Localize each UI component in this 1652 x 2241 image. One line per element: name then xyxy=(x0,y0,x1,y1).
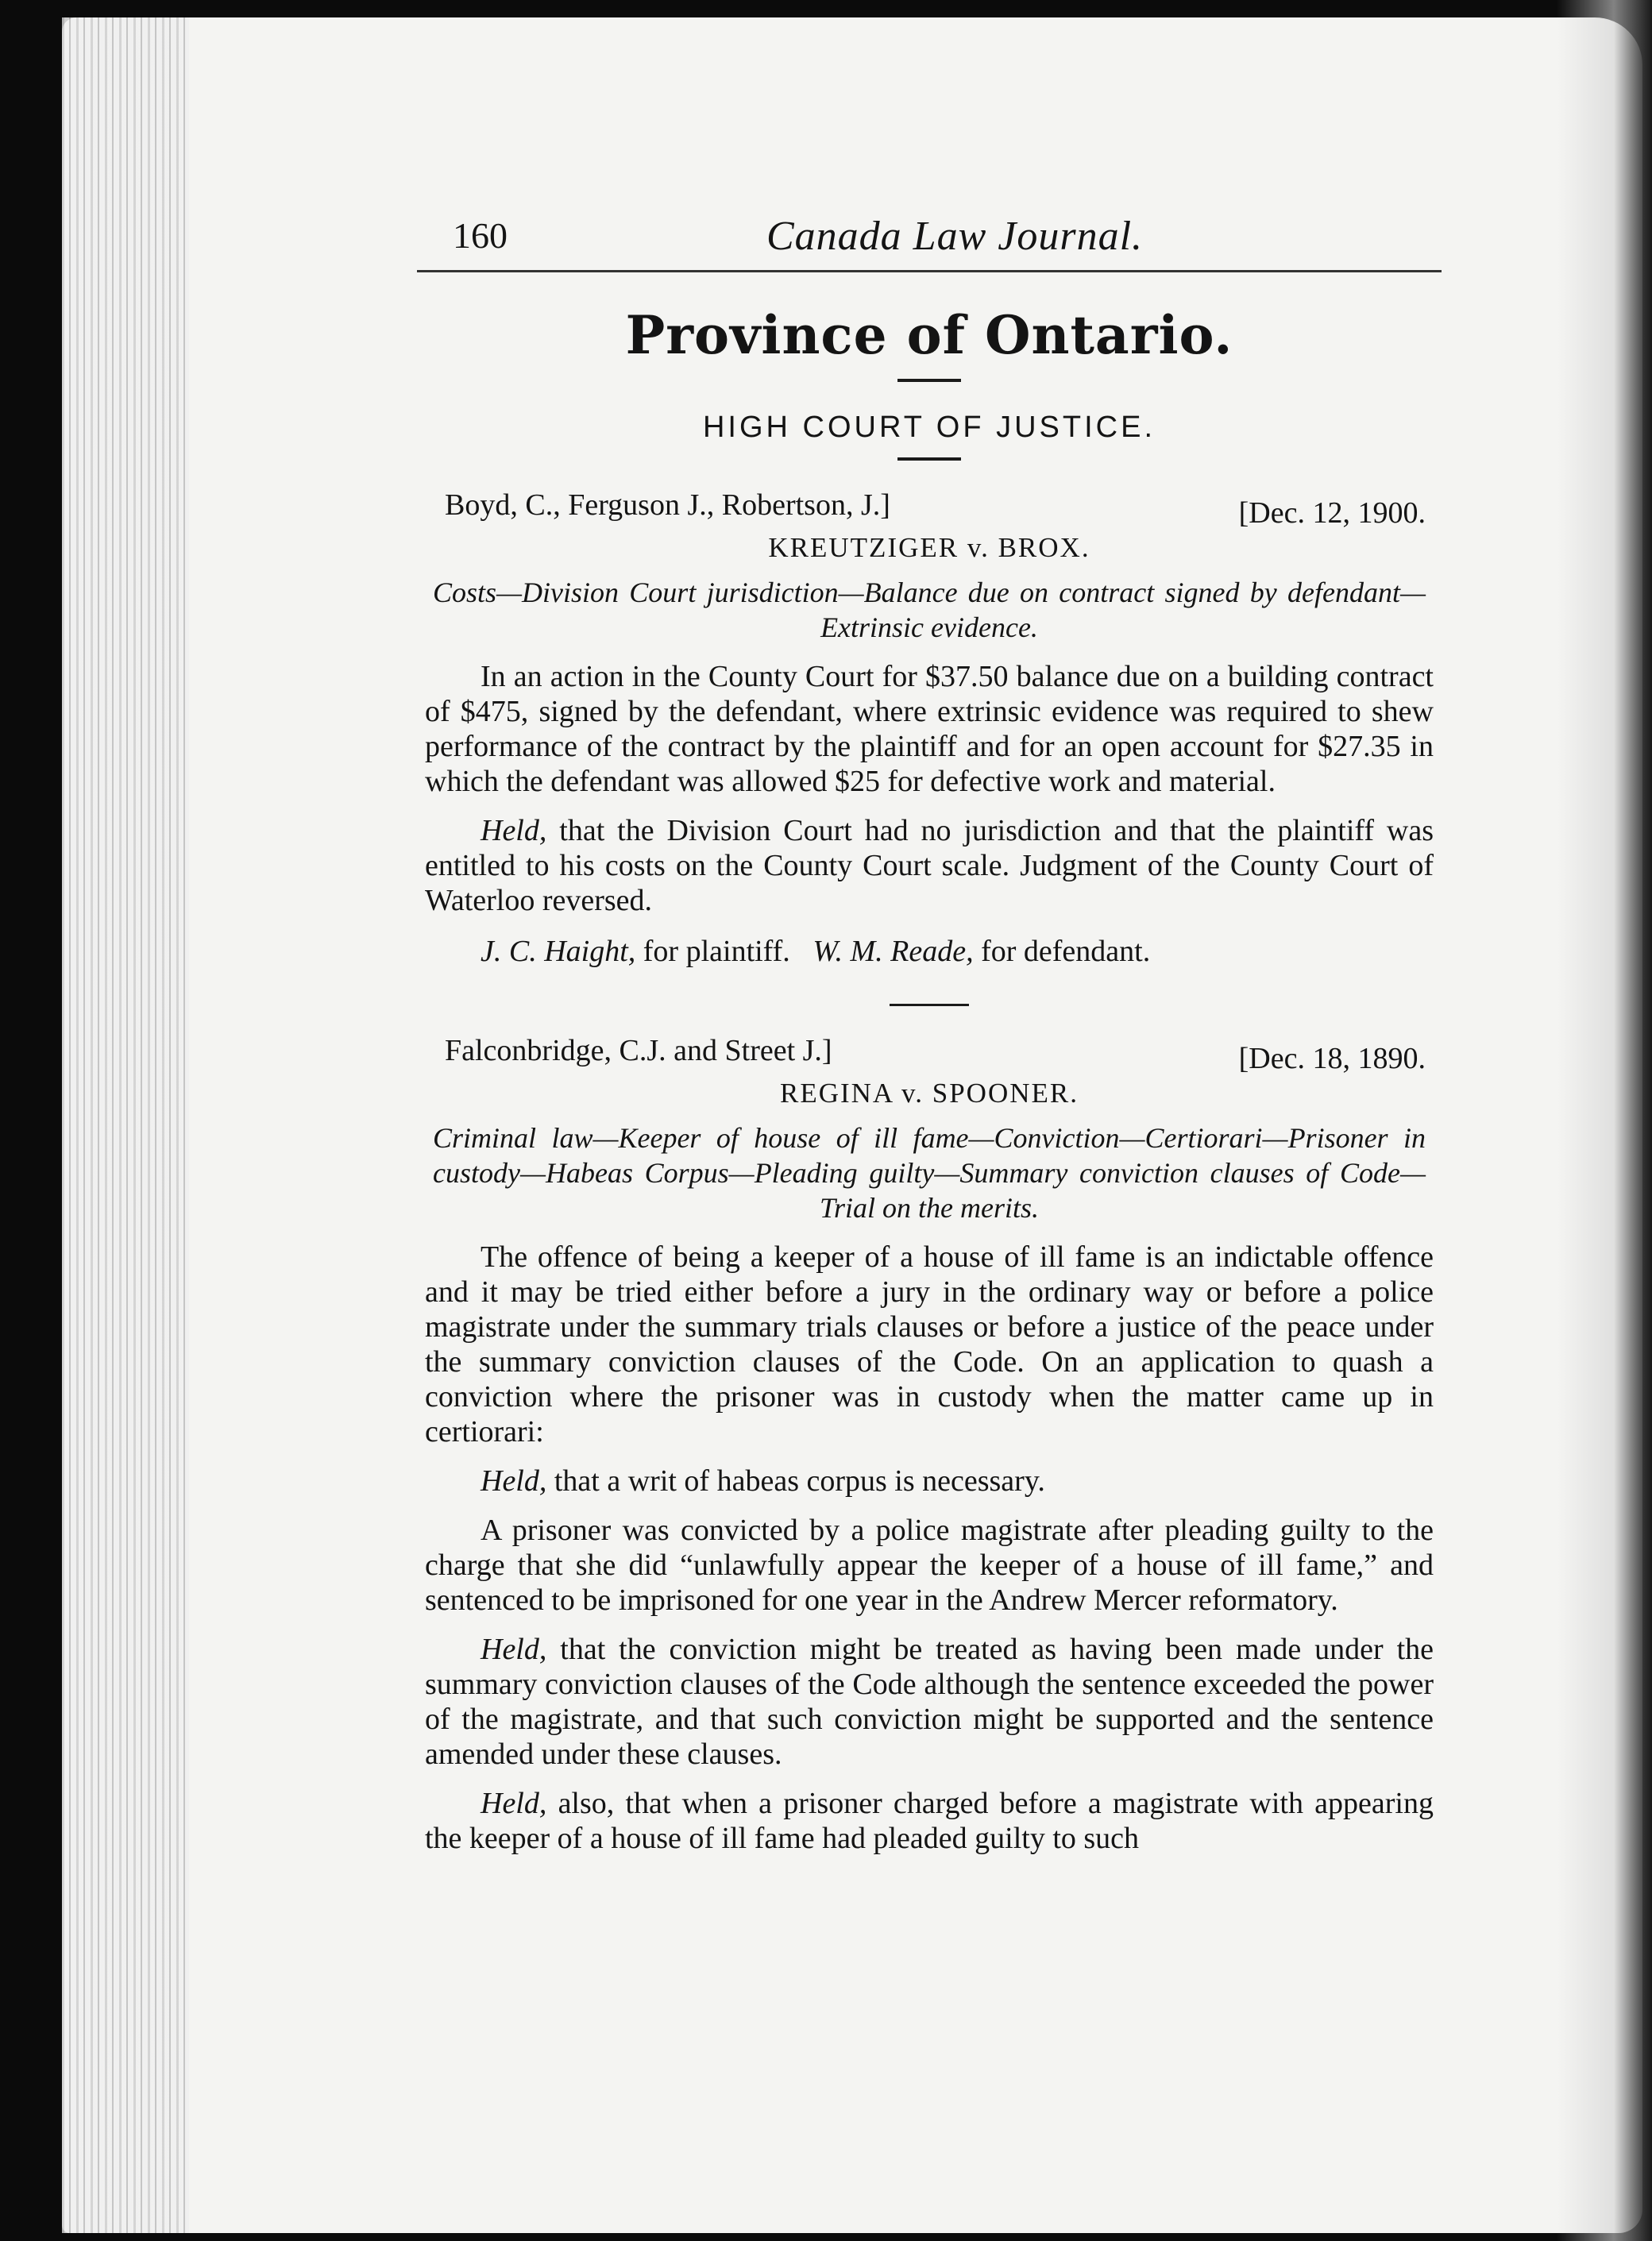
paragraph-text: that the Division Court had no jurisdiction and that the plaintiff was entitled to his costs on the County Court scale. Judgment of the County Court of Waterloo reversed. xyxy=(425,814,1434,917)
held-label: Held, xyxy=(481,1633,547,1666)
plaintiff-role: for plaintiff. xyxy=(635,935,790,968)
page-content xyxy=(417,199,1442,1856)
held-label: Held, xyxy=(481,1464,547,1498)
case-paragraph xyxy=(425,1786,1434,1856)
case-counsel xyxy=(481,934,1442,969)
case-spooner xyxy=(417,1033,1442,1856)
case-judges-row xyxy=(417,488,1442,530)
paragraph-text: that the conviction might be treated as having been made under the summary conviction clauses of the Code although the sentence exceeded the power of the magistrate, and that such conviction might be supported and the sentence amended under these clauses. xyxy=(425,1633,1434,1771)
page-gutter xyxy=(62,17,189,2233)
court-title: HIGH COURT OF JUSTICE. xyxy=(702,411,1156,444)
section-title: Province of Ontario. xyxy=(625,304,1233,366)
case-paragraph xyxy=(425,1513,1434,1618)
case-divider xyxy=(890,1004,969,1006)
plaintiff-counsel: J. C. Haight, xyxy=(481,935,636,968)
held-label: Held, xyxy=(481,814,547,847)
section-divider xyxy=(897,379,961,382)
case-judges: Falconbridge, C.J. and Street J.] xyxy=(445,1034,832,1067)
page-number: 160 xyxy=(453,215,508,256)
case-name: REGINA v. SPOONER. xyxy=(780,1078,1079,1109)
paragraph-text: In an action in the County Court for $37.50 balance due on a building contract of $475, signed by the defendant, where extrinsic evidence was required to shew performance of the contract by the plaintiff and for an open account for $27.35 in which the defendant was allowed $25 for defective work and material. xyxy=(425,660,1434,798)
page-edge-shadow xyxy=(1557,0,1652,2241)
running-head xyxy=(417,199,1442,272)
case-paragraph xyxy=(425,813,1434,918)
case-name: KREUTZIGER v. BROX. xyxy=(768,532,1090,563)
journal-title: Canada Law Journal. xyxy=(766,214,1144,259)
case-paragraph xyxy=(425,1464,1434,1498)
case-paragraph xyxy=(425,659,1434,799)
held-label: Held, xyxy=(481,1787,547,1820)
case-paragraph xyxy=(425,1632,1434,1772)
paragraph-text: that a writ of habeas corpus is necessary. xyxy=(546,1464,1045,1498)
court-divider xyxy=(897,457,961,461)
case-paragraph xyxy=(425,1240,1434,1449)
case-date: [Dec. 12, 1900. xyxy=(1238,496,1426,530)
defendant-counsel: W. M. Reade, xyxy=(812,935,974,968)
defendant-role: for defendant. xyxy=(973,935,1151,968)
case-kreutziger xyxy=(417,488,1442,969)
case-judges-row xyxy=(417,1033,1442,1073)
case-judges: Boyd, C., Ferguson J., Robertson, J.] xyxy=(445,488,890,522)
case-headnote: Costs—Division Court jurisdiction—Balance due on contract signed by defendant—Extrinsic evidence. xyxy=(433,577,1426,643)
paragraph-text: also, that when a prisoner charged before a magistrate with appearing the keeper of a house of ill fame had pleaded guilty to such xyxy=(425,1787,1434,1855)
case-date: [Dec. 18, 1890. xyxy=(1238,1042,1426,1075)
paragraph-text: A prisoner was convicted by a police magistrate after pleading guilty to the charge that she did “unlawfully appear the keeper of a house of ill fame,” and sentenced to be imprisoned for one year in the Andrew Mercer reformatory. xyxy=(425,1514,1434,1617)
paragraph-text: The offence of being a keeper of a house of ill fame is an indictable offence and it may be tried either before a jury in the ordinary way or before a police magistrate under the summary trials clauses or before a justice of the peace under the summary conviction clauses of the Code. On an application to quash a conviction where the prisoner was in custody when the matter came up in certiorari: xyxy=(425,1240,1434,1448)
case-headnote: Criminal law—Keeper of house of ill fame—Conviction—Certiorari—Prisoner in custody—Habeas Corpus—Pleading guilty—Summary conviction clauses of Code—Trial on the merits. xyxy=(433,1122,1426,1224)
